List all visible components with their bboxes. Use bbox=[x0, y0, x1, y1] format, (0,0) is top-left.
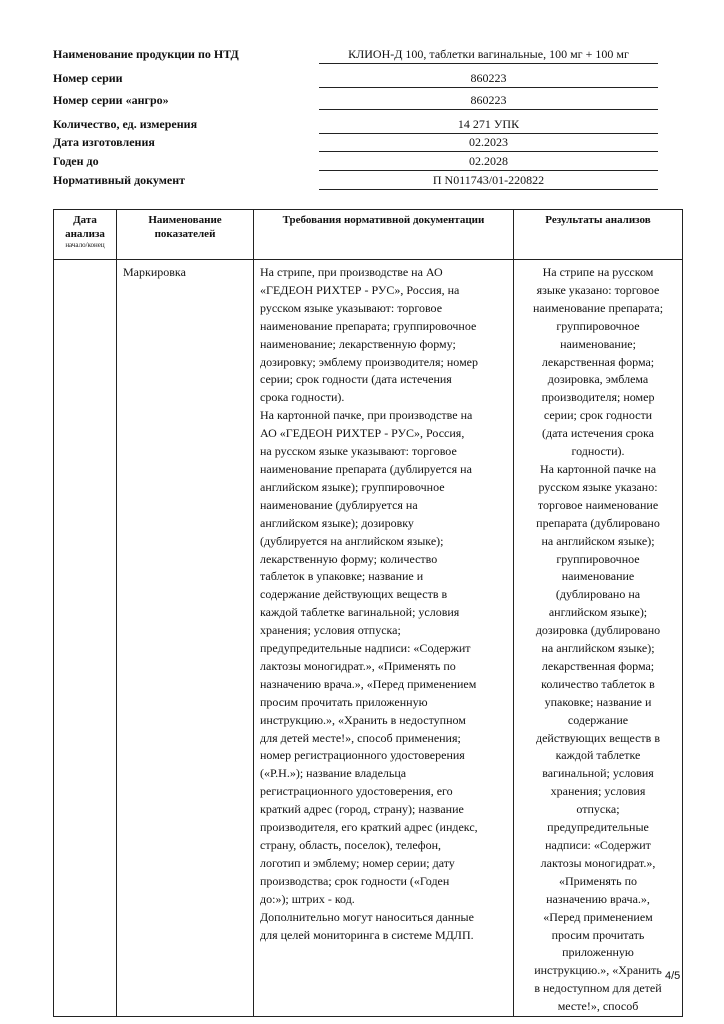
field-value: 860223 bbox=[470, 71, 507, 85]
requirement-line: лекарственную форму; количество bbox=[260, 551, 438, 566]
requirement-line: лактозы моногидрат.», «Применять по bbox=[260, 658, 456, 673]
requirement-line: страну, область, поселок), телефон, bbox=[260, 838, 441, 852]
header-requirements bbox=[254, 210, 514, 260]
result-line: дозировка (дублировано bbox=[535, 623, 661, 638]
result-line: лекарственная форма; bbox=[541, 658, 655, 673]
requirement-line: «ГЕДЕОН РИХТЕР - РУС», Россия, на bbox=[260, 282, 460, 297]
cell-requirements bbox=[254, 260, 514, 1017]
angro-series-row bbox=[53, 92, 658, 110]
expiry-date-row bbox=[53, 153, 658, 171]
requirement-line: (дублируется на английском языке); bbox=[260, 533, 444, 548]
result-line: в недоступном для детей bbox=[534, 981, 662, 996]
cell-results bbox=[514, 260, 683, 1017]
header-results-label: Результаты анализов bbox=[545, 214, 651, 226]
header-date-sub: начало/конец bbox=[65, 241, 105, 249]
analysis-table bbox=[53, 209, 683, 1017]
requirement-line: АО «ГЕДЕОН РИХТЕР - РУС», Россия, bbox=[260, 426, 465, 441]
header-indicator-label: Наименование показателей bbox=[148, 214, 222, 240]
result-line: На картонной пачке на bbox=[539, 461, 657, 476]
requirement-line: до:»); штрих - код. bbox=[260, 891, 355, 906]
quantity-row bbox=[53, 116, 658, 134]
requirement-line: содержание действующих веществ в bbox=[260, 587, 448, 602]
cell-indicator: Маркировка bbox=[117, 260, 254, 1017]
result-line: упаковке; название и bbox=[544, 694, 652, 709]
header-requirements-label: Требования нормативной документации bbox=[282, 214, 485, 226]
result-line: на английском языке); bbox=[541, 533, 655, 548]
requirement-line: На стрипе, при производстве на АО bbox=[260, 265, 443, 279]
result-line: наименование препарата; bbox=[532, 300, 664, 315]
underline bbox=[319, 151, 658, 152]
result-line: надписи: «Содержит bbox=[545, 838, 651, 852]
requirement-line: просим прочитать приложенную bbox=[260, 694, 428, 709]
field-label: Нормативный документ bbox=[53, 173, 186, 187]
result-line: группировочное bbox=[556, 551, 640, 566]
result-line: препарата (дублировано bbox=[536, 515, 660, 530]
requirement-line: таблеток в упаковке; название и bbox=[260, 569, 424, 584]
result-line: наименование; bbox=[560, 336, 636, 351]
cell-date bbox=[54, 260, 117, 1017]
header-results bbox=[514, 210, 683, 260]
requirement-line: наименование препарата; группировочное bbox=[260, 318, 477, 333]
requirement-line: русском языке указывают: торговое bbox=[260, 300, 443, 315]
result-line: торговое наименование bbox=[537, 497, 659, 512]
result-line: инструкцию.», «Хранить bbox=[534, 963, 662, 978]
underline bbox=[319, 87, 658, 88]
requirement-line: производителя, его краткий адрес (индекс, bbox=[260, 820, 478, 835]
result-line: русском языке указано: bbox=[538, 479, 658, 494]
requirement-line: наименование (дублируется на bbox=[260, 497, 418, 512]
result-line: содержание bbox=[567, 712, 629, 727]
field-label: Наименование продукции по НТД bbox=[53, 47, 239, 61]
result-line: каждой таблетке bbox=[555, 748, 641, 763]
result-line: На стрипе на русском bbox=[542, 265, 654, 279]
field-value: П N011743/01-220822 bbox=[432, 173, 545, 187]
result-line: дозировка, эмблема bbox=[547, 372, 649, 387]
field-value: 02.2023 bbox=[469, 135, 508, 149]
header-date-label: Дата анализа bbox=[65, 214, 105, 240]
requirement-line: предупредительные надписи: «Содержит bbox=[260, 641, 471, 656]
requirement-line: хранения; условия отпуска; bbox=[260, 623, 401, 638]
table-row bbox=[54, 260, 683, 1017]
result-line: лактозы моногидрат.», bbox=[540, 855, 656, 870]
requirement-line: На картонной пачке, при производстве на bbox=[260, 408, 473, 423]
result-line: (дата истечения срока bbox=[542, 426, 654, 441]
underline bbox=[319, 109, 658, 110]
result-line: месте!», способ bbox=[557, 999, 639, 1014]
result-line: назначению врача.», bbox=[546, 891, 650, 906]
result-line: английском языке); bbox=[548, 605, 648, 620]
series-number-row bbox=[53, 70, 658, 88]
result-line: лекарственная форма; bbox=[541, 354, 655, 369]
result-line: языке указано: торговое bbox=[536, 282, 660, 297]
requirement-line: назначению врача.», «Перед применением bbox=[260, 676, 477, 691]
underline bbox=[319, 189, 658, 190]
result-line: хранения; условия bbox=[550, 784, 646, 799]
normative-document-row bbox=[53, 172, 658, 190]
requirement-line: серии; срок годности (дата истечения bbox=[260, 372, 452, 387]
requirement-line: для целей мониторинга в системе МДЛП. bbox=[260, 927, 474, 942]
field-value: 02.2028 bbox=[469, 154, 508, 168]
result-line: предупредительные bbox=[547, 820, 649, 835]
requirement-line: Дополнительно могут наноситься данные bbox=[260, 909, 474, 924]
underline bbox=[319, 63, 658, 64]
underline bbox=[319, 170, 658, 171]
field-value: КЛИОН-Д 100, таблетки вагинальные, 100 мг + 100 мг bbox=[348, 47, 629, 61]
requirement-line: дозировку; эмблему производителя; номер bbox=[260, 354, 478, 369]
result-line: «Перед применением bbox=[543, 909, 653, 924]
result-line: на английском языке); bbox=[541, 641, 655, 656]
result-line: приложенную bbox=[562, 945, 634, 960]
field-value: 860223 bbox=[470, 93, 507, 107]
result-line: действующих веществ в bbox=[536, 730, 660, 745]
requirement-line: срока годности). bbox=[260, 390, 345, 405]
result-line: отпуска; bbox=[576, 802, 620, 817]
product-name-row bbox=[53, 46, 658, 64]
field-label: Номер серии bbox=[53, 71, 123, 85]
field-label: Количество, ед. измерения bbox=[53, 117, 198, 131]
result-line: просим прочитать bbox=[551, 927, 645, 942]
header-date bbox=[54, 210, 117, 260]
field-label: Дата изготовления bbox=[53, 135, 155, 149]
requirement-line: производства; срок годности («Годен bbox=[260, 873, 450, 888]
result-line: наименование bbox=[561, 569, 635, 584]
requirement-line: для детей месте!», способ применения; bbox=[260, 730, 461, 745]
field-label: Номер серии «ангро» bbox=[53, 93, 169, 107]
field-value: 14 271 УПК bbox=[457, 117, 520, 131]
requirement-line: («Р.Н.»); название владельца bbox=[260, 766, 407, 781]
header-indicator bbox=[117, 210, 254, 260]
requirement-line: английском языке); дозировку bbox=[260, 515, 414, 530]
manufacture-date-row bbox=[53, 134, 658, 152]
requirement-line: каждой таблетке вагинальной; условия bbox=[260, 605, 460, 620]
requirement-line: наименование препарата (дублируется на bbox=[260, 461, 472, 476]
result-line: (дублировано на bbox=[555, 587, 641, 602]
result-line: вагинальной; условия bbox=[542, 766, 654, 781]
requirement-line: на русском языке указывают: торговое bbox=[260, 444, 457, 459]
requirement-line: логотип и эмблему; номер серии; дату bbox=[260, 855, 455, 870]
result-line: серии; срок годности bbox=[543, 408, 653, 423]
requirement-line: краткий адрес (город, страну); название bbox=[260, 802, 464, 817]
requirement-line: английском языке); группировочное bbox=[260, 479, 445, 494]
result-line: годности). bbox=[571, 444, 625, 459]
page-number: 4/5 bbox=[665, 970, 681, 982]
requirement-line: наименование; лекарственную форму; bbox=[260, 336, 456, 351]
table-header-row bbox=[54, 210, 683, 260]
result-line: количество таблеток в bbox=[541, 676, 655, 691]
requirement-line: инструкцию.», «Хранить в недоступном bbox=[260, 712, 466, 727]
requirement-line: регистрационного удостоверения, его bbox=[260, 784, 453, 799]
field-label: Годен до bbox=[53, 154, 99, 168]
requirement-line: номер регистрационного удостоверения bbox=[260, 748, 465, 763]
result-line: производителя; номер bbox=[541, 390, 655, 405]
result-line: «Применять по bbox=[558, 873, 638, 888]
result-line: группировочное bbox=[556, 318, 640, 333]
